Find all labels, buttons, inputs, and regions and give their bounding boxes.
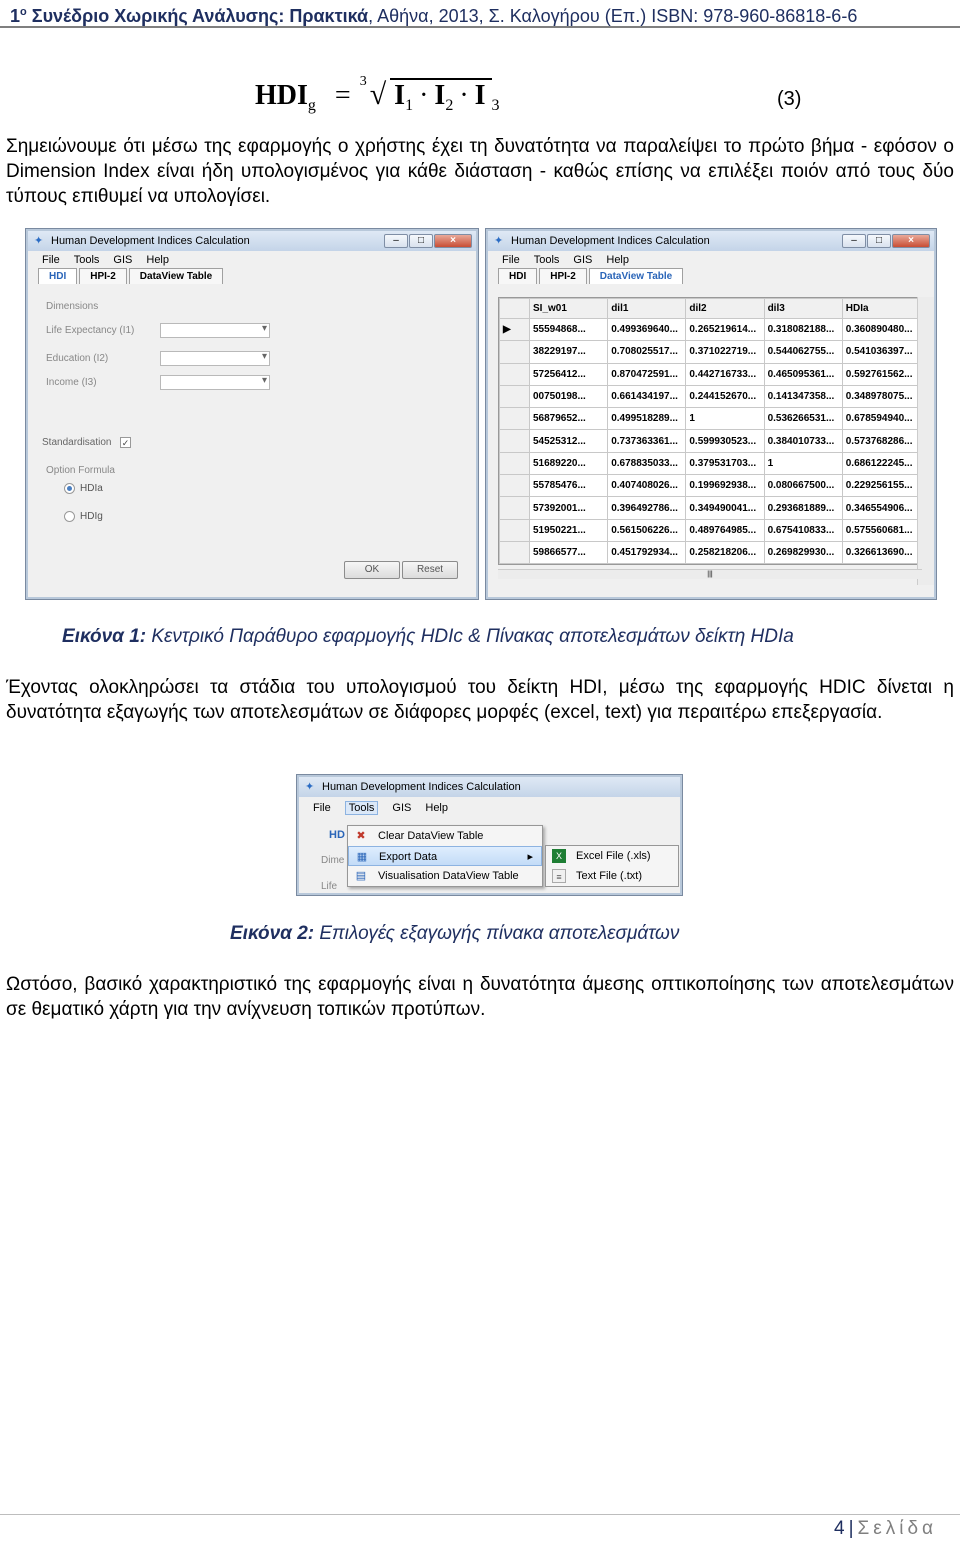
radical-icon: √: [369, 78, 387, 111]
table-cell[interactable]: 0.737363361...: [608, 430, 686, 452]
dimensions-label-partial: Dime: [321, 855, 345, 866]
life-expectancy-label: Life Expectancy (I1): [46, 325, 135, 336]
table-cell[interactable]: 0.141347358...: [764, 385, 842, 407]
table-cell[interactable]: 0.199692938...: [686, 475, 764, 497]
menu-item-visualisation[interactable]: [348, 866, 542, 886]
table-row[interactable]: [500, 341, 921, 363]
header-rule: [0, 26, 960, 28]
menu-file[interactable]: File: [313, 802, 331, 814]
figure-2-text: Επιλογές εξαγωγής πίνακα αποτελεσμάτων: [314, 923, 680, 944]
formula-term3-sub: 3: [491, 97, 500, 114]
menu-bar: [299, 797, 680, 819]
tab-hdi[interactable]: HDI: [498, 268, 537, 284]
menu-item-text[interactable]: [546, 866, 678, 886]
table-cell[interactable]: 0.592761562...: [842, 363, 920, 385]
table-cell[interactable]: 0.675410833...: [764, 519, 842, 541]
table-cell[interactable]: 56879652...: [530, 408, 608, 430]
column-header[interactable]: dil2: [686, 299, 764, 319]
menu-help[interactable]: Help: [425, 802, 448, 814]
dataview-window: [486, 229, 936, 599]
results-grid[interactable]: [498, 297, 922, 565]
app-icon: ✦: [494, 235, 504, 247]
window-title: Human Development Indices Calculation: [51, 235, 250, 247]
table-cell[interactable]: 51950221...: [530, 519, 608, 541]
table-cell[interactable]: 0.346554906...: [842, 497, 920, 519]
page-header: [0, 0, 960, 26]
paragraph-1: Σημειώνουμε ότι μέσω της εφαρμογής ο χρήστης έχει τη δυνατότητα να παραλείψει το πρώτο βήμα - εφόσον ο Dimension Index είναι ήδη υπολογισμένος για κάθε διάσταση - καθώς επίσης να επιλέξει ποιόν από τους δύο τύπους επιθυμεί να υπολογίσει.: [6, 136, 954, 207]
table-cell[interactable]: 54525312...: [530, 430, 608, 452]
formula-term2-sub: 2: [445, 97, 454, 114]
menu-file[interactable]: File: [502, 253, 520, 266]
footer-rule: [0, 1514, 960, 1515]
table-row[interactable]: [500, 475, 921, 497]
income-label: Income (I3): [46, 377, 97, 388]
life-label-partial: Life: [321, 881, 338, 892]
table-cell[interactable]: 0.360890480...: [842, 319, 920, 341]
table-cell[interactable]: 0.384010733...: [764, 430, 842, 452]
table-cell[interactable]: 0.442716733...: [686, 363, 764, 385]
formula-term3: I: [474, 80, 486, 111]
figure-1-label: Εικόνα 1:: [62, 626, 147, 647]
formula-hdig: [255, 74, 500, 128]
row-header[interactable]: [500, 341, 530, 363]
row-header-corner: [500, 299, 530, 319]
menu-item-label: Excel File (.xls): [576, 850, 651, 862]
tab-dataview[interactable]: DataView Table: [129, 268, 223, 284]
table-row[interactable]: [500, 497, 921, 519]
table-cell[interactable]: 00750198...: [530, 385, 608, 407]
radio-hdig[interactable]: [64, 511, 75, 522]
reset-button[interactable]: Reset: [402, 561, 458, 579]
menu-tools[interactable]: Tools: [345, 801, 379, 815]
close-icon[interactable]: ×: [434, 234, 472, 248]
standardisation-label: Standardisation: [42, 437, 112, 448]
clear-icon: ✖: [356, 830, 366, 842]
table-row[interactable]: [500, 519, 921, 541]
column-header[interactable]: SI_w01: [530, 299, 608, 319]
table-cell[interactable]: 0.080667500...: [764, 475, 842, 497]
formula-term1: I: [394, 80, 406, 111]
table-row[interactable]: [500, 408, 921, 430]
formula-root-index: 3: [359, 74, 367, 89]
menu-item-export-data[interactable]: [348, 846, 542, 866]
excel-icon: X: [552, 849, 566, 863]
window-titlebar: [488, 231, 934, 251]
table-cell[interactable]: 0.708025517...: [608, 341, 686, 363]
row-header[interactable]: [500, 363, 530, 385]
window-title: Human Development Indices Calculation: [322, 781, 521, 793]
minimize-icon[interactable]: –: [384, 234, 408, 248]
table-cell[interactable]: 1: [686, 408, 764, 430]
dimensions-group-label: Dimensions: [46, 301, 99, 312]
figure-1-caption: [62, 626, 794, 648]
education-label: Education (I2): [46, 353, 109, 364]
table-row[interactable]: [500, 430, 921, 452]
formula-root: [359, 74, 500, 114]
table-cell[interactable]: 0.678594940...: [842, 408, 920, 430]
menu-item-label: Clear DataView Table: [378, 830, 484, 842]
tab-strip: [488, 268, 934, 284]
page-number: [834, 1518, 937, 1540]
formula-radicand: [390, 78, 491, 112]
vertical-scrollbar[interactable]: [917, 297, 934, 585]
horizontal-scrollbar[interactable]: |||: [498, 569, 922, 579]
table-cell[interactable]: 0.229256155...: [842, 475, 920, 497]
page-number-value: 4: [834, 1518, 845, 1539]
table-cell[interactable]: 0.536266531...: [764, 408, 842, 430]
column-header[interactable]: HDIa: [842, 299, 920, 319]
table-cell[interactable]: 51689220...: [530, 452, 608, 474]
tab-strip: [28, 268, 476, 284]
formula-lhs: HDI: [255, 80, 308, 111]
submenu-arrow-icon: ▸: [527, 851, 533, 863]
table-cell[interactable]: 0.599930523...: [686, 430, 764, 452]
header-conference: Συνέδριο Χωρικής Ανάλυσης: Πρακτικά: [31, 6, 369, 26]
table-cell[interactable]: 0.678835033...: [608, 452, 686, 474]
radio-hdia-label: HDIa: [80, 483, 103, 494]
table-cell[interactable]: 0.318082188...: [764, 319, 842, 341]
table-cell[interactable]: 0.258218206...: [686, 541, 764, 563]
formula-term1-sub: 1: [405, 97, 414, 114]
menu-tools[interactable]: Tools: [73, 253, 100, 266]
window-title: Human Development Indices Calculation: [511, 235, 710, 247]
visualisation-icon: ▤: [355, 870, 367, 882]
window-controls: [841, 234, 930, 248]
table-row[interactable]: [500, 541, 921, 563]
menu-tools[interactable]: Tools: [533, 253, 560, 266]
menu-item-label: Text File (.txt): [576, 870, 643, 882]
tab-hpi2[interactable]: HPI-2: [79, 268, 127, 284]
row-header[interactable]: [500, 519, 530, 541]
formula-dot: ·: [459, 80, 469, 111]
table-cell[interactable]: 0.269829930...: [764, 541, 842, 563]
page-word: Σελίδα: [857, 1518, 938, 1539]
table-cell[interactable]: 0.561506226...: [608, 519, 686, 541]
hdi-main-window: [26, 229, 478, 599]
row-header[interactable]: [500, 475, 530, 497]
table-cell[interactable]: 0.348978075...: [842, 385, 920, 407]
menu-bar: [28, 251, 476, 268]
close-icon[interactable]: ×: [892, 234, 930, 248]
figure-1-text: Κεντρικό Παράθυρο εφαρμογής HDIc & Πίνακας αποτελεσμάτων δείκτη HDIa: [146, 626, 794, 647]
table-cell[interactable]: 55594868...: [530, 319, 608, 341]
equation-number: (3): [777, 88, 802, 110]
table-cell[interactable]: 0.686122245...: [842, 452, 920, 474]
table-cell[interactable]: 0.544062755...: [764, 341, 842, 363]
table-cell[interactable]: 0.499369640...: [608, 319, 686, 341]
table-cell[interactable]: 0.396492786...: [608, 497, 686, 519]
table-cell[interactable]: 0.661434197...: [608, 385, 686, 407]
table-row[interactable]: [500, 363, 921, 385]
menu-help[interactable]: Help: [146, 253, 169, 266]
table-cell[interactable]: 0.244152670...: [686, 385, 764, 407]
menu-gis[interactable]: GIS: [113, 253, 133, 266]
table-cell[interactable]: 0.451792934...: [608, 541, 686, 563]
table-cell[interactable]: 0.575560681...: [842, 519, 920, 541]
text-file-icon: ≡: [552, 869, 566, 883]
formula-eq: =: [334, 80, 351, 111]
row-header[interactable]: [500, 408, 530, 430]
menu-item-label: Export Data: [379, 851, 438, 863]
table-cell[interactable]: 59866577...: [530, 541, 608, 563]
grid-header-row: [500, 299, 921, 319]
life-expectancy-combo[interactable]: [160, 323, 270, 338]
paragraph-2: Έχοντας ολοκληρώσει τα στάδια του υπολογισμού του δείκτη HDI, μέσω της εφαρμογής HDIC δίνεται η δυνατότητα εξαγωγής των αποτελεσμάτων σε διάφορες μορφές (excel, text) για περαιτέρω επεξεργασία.: [6, 677, 954, 723]
table-cell[interactable]: 0.541036397...: [842, 341, 920, 363]
menu-gis[interactable]: GIS: [392, 802, 412, 814]
menu-item-clear-dataview[interactable]: [348, 826, 542, 846]
row-header[interactable]: [500, 497, 530, 519]
row-header[interactable]: [500, 452, 530, 474]
table-cell[interactable]: 1: [764, 452, 842, 474]
table-row[interactable]: [500, 452, 921, 474]
income-combo[interactable]: [160, 375, 270, 390]
menu-item-label: Visualisation DataView Table: [378, 870, 519, 882]
ok-button[interactable]: OK: [344, 561, 400, 579]
minimize-icon[interactable]: –: [842, 234, 866, 248]
page-separator: |: [848, 1518, 854, 1539]
table-cell[interactable]: 0.465095361...: [764, 363, 842, 385]
row-header[interactable]: [500, 385, 530, 407]
paragraph-3: Ωστόσο, βασικό χαρακτηριστικό της εφαρμογής είναι η δυνατότητα άμεσης οπτικοποίησης των αποτελεσμάτων σε θεματικό χάρτη για την ανίχνευση τοπικών προτύπων.: [6, 974, 954, 1020]
window-controls: [383, 234, 472, 248]
option-formula-label: Option Formula: [46, 465, 115, 476]
export-submenu: [545, 845, 679, 887]
radio-hdia[interactable]: [64, 483, 75, 494]
formula-lhs-sub: g: [307, 97, 316, 114]
tab-hpi2[interactable]: HPI-2: [539, 268, 587, 284]
radio-hdig-label: HDIg: [80, 511, 103, 522]
formula-dot: ·: [419, 80, 429, 111]
table-cell[interactable]: 55785476...: [530, 475, 608, 497]
menu-file[interactable]: File: [42, 253, 60, 266]
row-header[interactable]: ▶: [500, 319, 530, 341]
figure-2-label: Εικόνα 2:: [230, 923, 315, 944]
table-cell[interactable]: 57256412...: [530, 363, 608, 385]
tab-dataview[interactable]: DataView Table: [589, 268, 683, 284]
export-menu-screenshot: [297, 775, 682, 895]
menu-gis[interactable]: GIS: [573, 253, 593, 266]
table-cell[interactable]: 0.379531703...: [686, 452, 764, 474]
table-cell[interactable]: 0.489764985...: [686, 519, 764, 541]
education-combo[interactable]: [160, 351, 270, 366]
table-cell[interactable]: 0.293681889...: [764, 497, 842, 519]
header-ordinal: 1: [10, 6, 21, 26]
maximize-icon[interactable]: □: [867, 234, 891, 248]
menu-help[interactable]: Help: [606, 253, 629, 266]
column-header[interactable]: dil3: [764, 299, 842, 319]
column-header[interactable]: dil1: [608, 299, 686, 319]
maximize-icon[interactable]: □: [409, 234, 433, 248]
row-header[interactable]: [500, 430, 530, 452]
table-row[interactable]: [500, 385, 921, 407]
tools-dropdown: [347, 825, 543, 887]
table-cell[interactable]: 38229197...: [530, 341, 608, 363]
window-titlebar: [299, 777, 680, 797]
table-cell[interactable]: 0.407408026...: [608, 475, 686, 497]
row-header[interactable]: [500, 541, 530, 563]
window-titlebar: [28, 231, 476, 251]
menu-item-excel[interactable]: [546, 846, 678, 866]
standardisation-checkbox[interactable]: ✓: [121, 438, 130, 448]
header-details: , Αθήνα, 2013, Σ. Καλογήρου (Επ.) ISBN: 978-960-86818-6-6: [368, 6, 858, 26]
table-cell[interactable]: 0.349490041...: [686, 497, 764, 519]
tab-hdi-partial[interactable]: HD: [329, 829, 345, 841]
tab-hdi[interactable]: HDI: [38, 268, 77, 284]
table-cell[interactable]: 0.326613690...: [842, 541, 920, 563]
formula-term2: I: [434, 80, 446, 111]
menu-bar: [488, 251, 934, 268]
app-icon: ✦: [305, 781, 315, 793]
figure-2-caption: [230, 923, 679, 945]
table-cell[interactable]: 0.870472591...: [608, 363, 686, 385]
app-icon: ✦: [34, 235, 44, 247]
table-cell[interactable]: 0.499518289...: [608, 408, 686, 430]
table-cell[interactable]: 0.371022719...: [686, 341, 764, 363]
table-cell[interactable]: 0.573768286...: [842, 430, 920, 452]
table-cell[interactable]: 57392001...: [530, 497, 608, 519]
table-row[interactable]: [500, 319, 921, 341]
export-icon: ▦: [356, 851, 368, 863]
header-ordinal-sup: ο: [20, 6, 27, 18]
table-cell[interactable]: 0.265219614...: [686, 319, 764, 341]
